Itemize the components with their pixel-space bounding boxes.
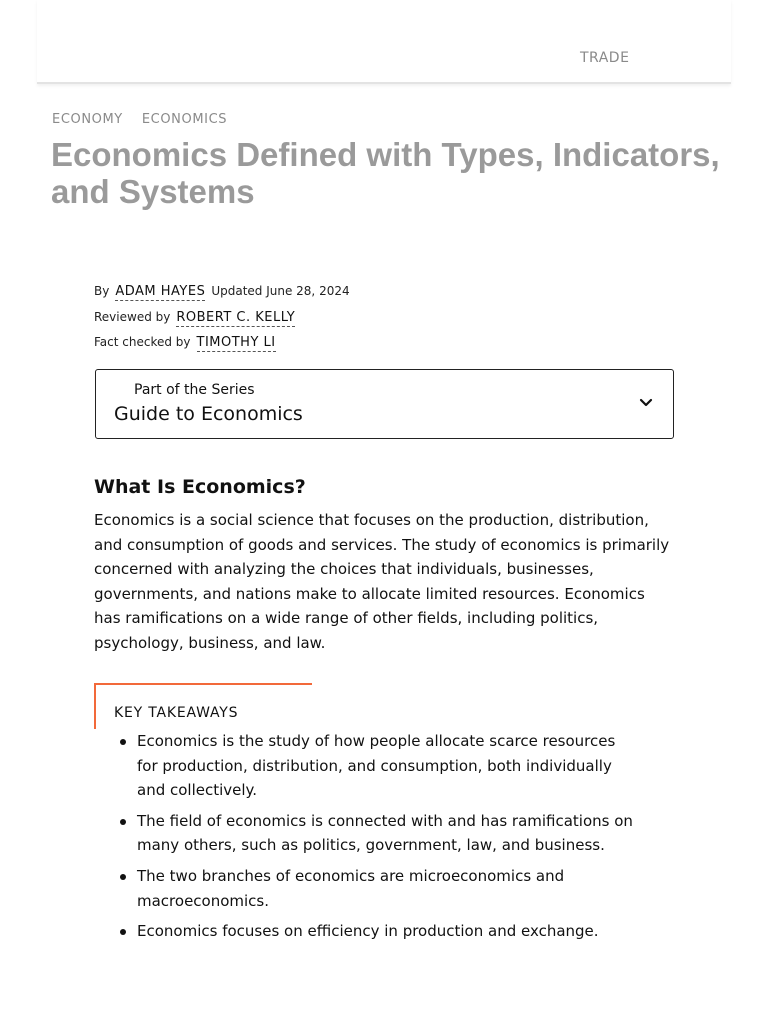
by-label: By (94, 284, 110, 298)
factchecker-link[interactable]: TIMOTHY LI (196, 335, 276, 350)
series-kicker: Part of the Series (134, 382, 255, 398)
updated-date: Updated June 28, 2024 (211, 284, 350, 298)
intro-paragraph: Economics is a social science that focuses on the production, distribution, and consumption of goods and services. The study of economics is primarily concerned with analyzing the choices that individuals, businesses, governments, and nations make to allocate limited resources. Economics has ramifications on a wide range of other fields, including politics, psychology, business, and law. (94, 511, 670, 652)
series-name: Guide to Economics (114, 403, 303, 425)
breadcrumb-economics[interactable]: ECONOMICS (141, 112, 228, 127)
list-item: The field of economics is connected with and has ramifications on many others, such as politics, government, law, and business. (137, 809, 637, 858)
byline-author-row (94, 284, 350, 301)
byline-reviewer-row (94, 310, 295, 327)
factcheck-label: Fact checked by (94, 335, 191, 349)
byline-factcheck-row (94, 335, 276, 352)
list-item: The two branches of economics are microeconomics and macroeconomics. (137, 864, 637, 913)
reviewed-label: Reviewed by (94, 310, 171, 324)
key-takeaways-accent-top (94, 683, 312, 685)
key-takeaways-title: KEY TAKEAWAYS (114, 705, 239, 721)
page-title: Economics Defined with Types, Indicators, and Systems (51, 136, 720, 210)
key-takeaways-list (137, 729, 637, 950)
series-dropdown[interactable] (95, 369, 674, 439)
key-takeaways-accent-left (94, 683, 96, 729)
reviewer-link[interactable]: ROBERT C. KELLY (176, 310, 296, 325)
section-heading: What Is Economics? (94, 476, 306, 498)
author-link[interactable]: ADAM HAYES (115, 284, 206, 299)
top-navigation-bar (37, 0, 731, 84)
chevron-down-icon[interactable] (639, 396, 653, 410)
breadcrumb-economy[interactable]: ECONOMY (52, 112, 123, 127)
breadcrumb (52, 112, 227, 127)
nav-link-trade[interactable]: TRADE (580, 50, 630, 66)
list-item: Economics is the study of how people allocate scarce resources for production, distribution, and consumption, both individually and collectively. (137, 729, 637, 803)
list-item: Economics focuses on efficiency in production and exchange. (137, 919, 637, 944)
